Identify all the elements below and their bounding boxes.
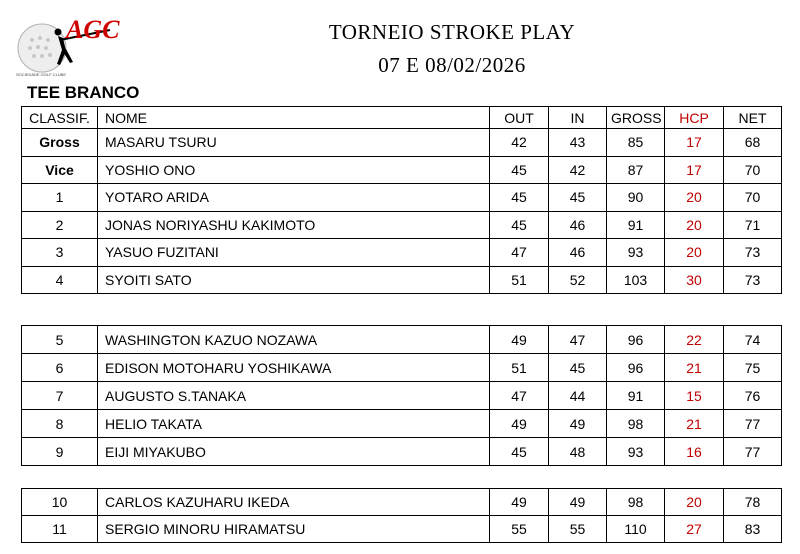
cell-out: 51 xyxy=(490,354,549,382)
table-row xyxy=(22,516,782,543)
cell-net: 78 xyxy=(724,489,782,516)
cell-hcp: 21 xyxy=(665,410,724,438)
col-net: NET xyxy=(724,107,782,129)
cell-classif: 4 xyxy=(22,266,98,294)
cell-net: 77 xyxy=(724,438,782,466)
cell-hcp: 20 xyxy=(665,211,724,239)
cell-nome: SERGIO MINORU HIRAMATSU xyxy=(98,516,490,543)
cell-nome: EIJI MIYAKUBO xyxy=(98,438,490,466)
table-row xyxy=(22,239,782,267)
results-table-group-2 xyxy=(21,325,782,466)
table-row xyxy=(22,266,782,294)
cell-in: 52 xyxy=(549,266,607,294)
cell-gross: 87 xyxy=(607,156,665,184)
cell-net: 70 xyxy=(724,184,782,212)
col-out: OUT xyxy=(490,107,549,129)
logo-ring-text: SOCIEDADE GOLF CLUBE xyxy=(16,72,67,77)
cell-net: 68 xyxy=(724,129,782,157)
cell-classif: Vice xyxy=(22,156,98,184)
cell-hcp: 15 xyxy=(665,382,724,410)
col-classif: CLASSIF. xyxy=(22,107,98,129)
results-table-group-3 xyxy=(21,488,782,543)
table-row xyxy=(22,410,782,438)
logo-text: AGC xyxy=(66,15,120,44)
col-hcp: HCP xyxy=(665,107,724,129)
col-nome: NOME xyxy=(98,107,490,129)
cell-hcp: 20 xyxy=(665,489,724,516)
cell-hcp: 16 xyxy=(665,438,724,466)
table-row xyxy=(22,354,782,382)
cell-classif: 5 xyxy=(22,326,98,354)
cell-out: 51 xyxy=(490,266,549,294)
cell-net: 71 xyxy=(724,211,782,239)
cell-gross: 85 xyxy=(607,129,665,157)
cell-nome: JONAS NORIYASHU KAKIMOTO xyxy=(98,211,490,239)
cell-gross: 98 xyxy=(607,410,665,438)
cell-nome: YOTARO ARIDA xyxy=(98,184,490,212)
cell-out: 45 xyxy=(490,211,549,239)
cell-nome: YASUO FUZITANI xyxy=(98,239,490,267)
cell-classif: 6 xyxy=(22,354,98,382)
cell-hcp: 21 xyxy=(665,354,724,382)
cell-nome: HELIO TAKATA xyxy=(98,410,490,438)
cell-out: 45 xyxy=(490,156,549,184)
tee-label: TEE BRANCO xyxy=(27,83,140,102)
cell-classif: 2 xyxy=(22,211,98,239)
cell-in: 43 xyxy=(549,129,607,157)
cell-out: 49 xyxy=(490,489,549,516)
col-gross: GROSS xyxy=(607,107,665,129)
cell-classif: 3 xyxy=(22,239,98,267)
cell-net: 76 xyxy=(724,382,782,410)
table-row xyxy=(22,211,782,239)
cell-out: 49 xyxy=(490,410,549,438)
tournament-date: 07 E 08/02/2026 xyxy=(378,53,526,77)
cell-out: 47 xyxy=(490,382,549,410)
cell-nome: CARLOS KAZUHARU IKEDA xyxy=(98,489,490,516)
tournament-title: TORNEIO STROKE PLAY xyxy=(328,20,576,44)
cell-gross: 90 xyxy=(607,184,665,212)
cell-gross: 96 xyxy=(607,354,665,382)
cell-in: 46 xyxy=(549,239,607,267)
cell-in: 47 xyxy=(549,326,607,354)
cell-net: 83 xyxy=(724,516,782,543)
cell-net: 73 xyxy=(724,239,782,267)
cell-gross: 98 xyxy=(607,489,665,516)
cell-in: 42 xyxy=(549,156,607,184)
cell-out: 47 xyxy=(490,239,549,267)
cell-in: 49 xyxy=(549,489,607,516)
cell-nome: MASARU TSURU xyxy=(98,129,490,157)
cell-classif: 9 xyxy=(22,438,98,466)
cell-classif: 7 xyxy=(22,382,98,410)
table-row xyxy=(22,382,782,410)
cell-gross: 91 xyxy=(607,382,665,410)
cell-in: 45 xyxy=(549,354,607,382)
cell-out: 45 xyxy=(490,438,549,466)
cell-net: 77 xyxy=(724,410,782,438)
table-row xyxy=(22,438,782,466)
cell-gross: 91 xyxy=(607,211,665,239)
cell-nome: YOSHIO ONO xyxy=(98,156,490,184)
cell-hcp: 17 xyxy=(665,156,724,184)
table-row xyxy=(22,184,782,212)
cell-classif: Gross xyxy=(22,129,98,157)
results-table-group-1 xyxy=(21,106,782,294)
cell-hcp: 20 xyxy=(665,239,724,267)
cell-gross: 110 xyxy=(607,516,665,543)
table-row xyxy=(22,156,782,184)
cell-in: 48 xyxy=(549,438,607,466)
col-in: IN xyxy=(549,107,607,129)
cell-classif: 11 xyxy=(22,516,98,543)
cell-net: 73 xyxy=(724,266,782,294)
cell-in: 45 xyxy=(549,184,607,212)
cell-out: 42 xyxy=(490,129,549,157)
cell-gross: 93 xyxy=(607,438,665,466)
cell-hcp: 17 xyxy=(665,129,724,157)
cell-hcp: 27 xyxy=(665,516,724,543)
table-row xyxy=(22,489,782,516)
cell-hcp: 20 xyxy=(665,184,724,212)
cell-nome: EDISON MOTOHARU YOSHIKAWA xyxy=(98,354,490,382)
cell-hcp: 22 xyxy=(665,326,724,354)
table-row xyxy=(22,326,782,354)
cell-in: 49 xyxy=(549,410,607,438)
table-row xyxy=(22,129,782,157)
cell-gross: 93 xyxy=(607,239,665,267)
cell-nome: SYOITI SATO xyxy=(98,266,490,294)
cell-net: 75 xyxy=(724,354,782,382)
cell-out: 49 xyxy=(490,326,549,354)
cell-in: 55 xyxy=(549,516,607,543)
table-header-row xyxy=(22,107,782,129)
cell-out: 55 xyxy=(490,516,549,543)
cell-classif: 10 xyxy=(22,489,98,516)
cell-nome: AUGUSTO S.TANAKA xyxy=(98,382,490,410)
cell-gross: 96 xyxy=(607,326,665,354)
cell-classif: 8 xyxy=(22,410,98,438)
cell-net: 70 xyxy=(724,156,782,184)
cell-gross: 103 xyxy=(607,266,665,294)
cell-in: 44 xyxy=(549,382,607,410)
cell-nome: WASHINGTON KAZUO NOZAWA xyxy=(98,326,490,354)
cell-net: 74 xyxy=(724,326,782,354)
cell-in: 46 xyxy=(549,211,607,239)
cell-out: 45 xyxy=(490,184,549,212)
cell-classif: 1 xyxy=(22,184,98,212)
cell-hcp: 30 xyxy=(665,266,724,294)
